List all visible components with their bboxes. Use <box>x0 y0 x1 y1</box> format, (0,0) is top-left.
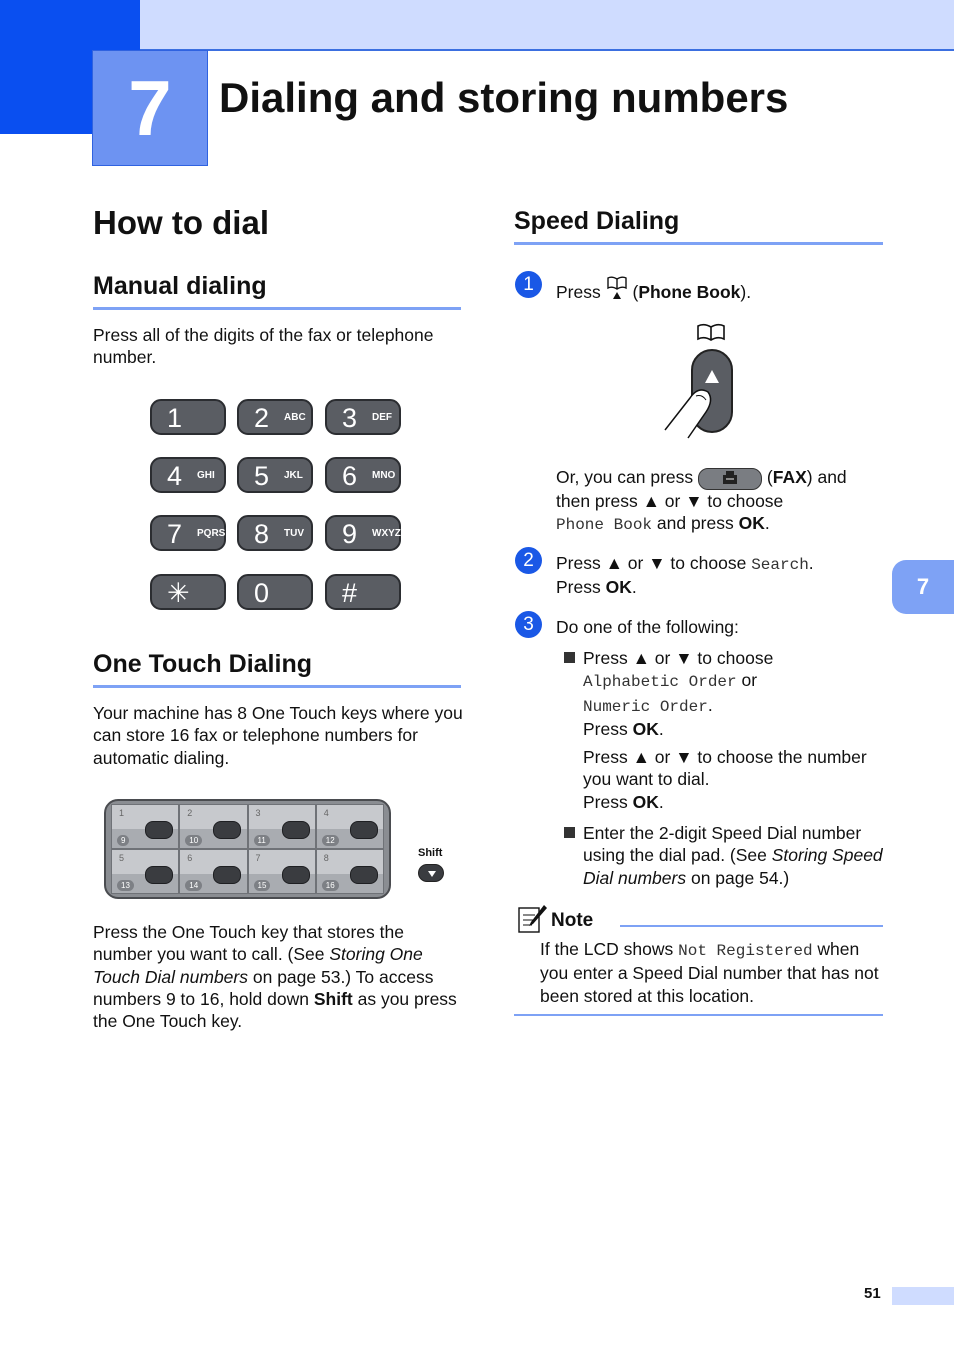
one-touch-button[interactable] <box>145 866 173 884</box>
text: . <box>808 553 814 573</box>
text: and press <box>652 513 739 534</box>
text: . <box>658 718 664 739</box>
key-star[interactable] <box>150 574 226 610</box>
key-hash[interactable] <box>325 574 401 610</box>
text: you want to dial. <box>583 769 710 790</box>
one-touch-shift-number: 13 <box>117 880 134 891</box>
one-touch-instructions <box>93 921 465 1032</box>
key-letters: WXYZ <box>372 528 401 539</box>
one-touch-button[interactable] <box>350 866 378 884</box>
one-touch-shift-number: 12 <box>322 835 339 846</box>
text: or <box>649 648 676 668</box>
one-touch-number: 2 <box>187 808 193 818</box>
one-touch-shift-number: 11 <box>254 835 270 846</box>
ok-key: OK <box>605 577 632 598</box>
key-1[interactable] <box>150 399 226 435</box>
page-number: 51 <box>864 1285 881 1302</box>
step-3-option-2 <box>583 822 883 889</box>
speed-dialing-heading: Speed Dialing <box>514 207 680 235</box>
phone-book-icon <box>606 276 628 305</box>
text: on page 53.) To access numbers 9 to 16, hold down <box>93 966 434 1009</box>
text: Press <box>583 718 633 739</box>
key-6[interactable] <box>325 457 401 493</box>
step-3-text: Do one of the following: <box>556 617 739 637</box>
bullet-marker <box>564 827 575 838</box>
down-arrow-icon: ▼ <box>675 747 693 767</box>
manual-dialing-text: Press all of the digits of the fax or telephone number. <box>93 325 434 368</box>
chapter-side-tab: 7 <box>892 560 954 614</box>
key-2[interactable] <box>237 399 313 435</box>
key-8[interactable] <box>237 515 313 551</box>
text: If the LCD shows <box>540 939 679 959</box>
one-touch-shift-number: 9 <box>117 835 129 846</box>
one-touch-key[interactable] <box>316 804 384 849</box>
one-touch-button[interactable] <box>213 866 241 884</box>
lcd-not-registered: Not Registered <box>678 942 813 960</box>
text: or <box>622 553 649 573</box>
key-digit: 5 <box>254 461 270 491</box>
key-digit: 0 <box>254 578 270 608</box>
up-arrow-icon: ▲ <box>632 648 650 668</box>
step-3-option-1-continued <box>583 746 883 813</box>
text: then press <box>556 491 643 511</box>
one-touch-shift-number: 15 <box>254 880 271 891</box>
ok-key: OK <box>738 513 765 534</box>
key-letters: DEF <box>372 412 392 423</box>
up-arrow-icon: ▲ <box>605 553 623 573</box>
lcd-phone-book: Phone Book <box>556 516 653 535</box>
key-digit: 3 <box>342 403 358 433</box>
note-top-rule <box>620 925 883 927</box>
text: to choose <box>692 648 774 668</box>
one-touch-key[interactable] <box>248 804 316 849</box>
text: or <box>659 491 686 511</box>
key-letters: GHI <box>197 470 215 481</box>
text: ). <box>740 282 752 302</box>
text: Press <box>583 747 633 767</box>
key-letters: TUV <box>284 528 304 539</box>
one-touch-key[interactable] <box>111 849 179 894</box>
one-touch-heading: One Touch Dialing <box>93 650 312 678</box>
key-digit: 8 <box>254 519 270 549</box>
one-touch-number: 6 <box>187 853 193 863</box>
lcd-search: Search <box>751 556 809 574</box>
key-digit: 9 <box>342 519 358 549</box>
one-touch-button[interactable] <box>213 821 241 839</box>
down-arrow-icon: ▼ <box>685 491 703 511</box>
chapter-number: 7 <box>92 50 208 166</box>
shift-label: Shift <box>418 847 443 859</box>
lcd-alphabetic-order: Alphabetic Order <box>583 673 737 692</box>
text: . <box>658 791 664 812</box>
down-arrow-icon: ▼ <box>675 648 693 668</box>
dial-keypad <box>150 399 404 613</box>
key-letters: ABC <box>284 412 306 423</box>
step-1-alternate <box>556 466 886 537</box>
text: or <box>649 747 676 767</box>
text: Press the One Touch key that stores the number you want to call. (See <box>93 922 404 965</box>
key-digit: 7 <box>167 519 183 549</box>
speed-dialing-rule <box>514 242 883 245</box>
one-touch-shift-number: 14 <box>185 880 202 891</box>
manual-dialing-heading: Manual dialing <box>93 272 267 300</box>
key-0[interactable] <box>237 574 313 610</box>
one-touch-key[interactable] <box>111 804 179 849</box>
one-touch-button[interactable] <box>350 821 378 839</box>
text: to choose <box>702 491 784 511</box>
phone-book-icon <box>698 325 724 340</box>
text: ( <box>762 467 773 487</box>
cross-reference: Storing Speed Dial numbers <box>583 845 883 888</box>
one-touch-number: 4 <box>323 808 329 818</box>
key-5[interactable] <box>237 457 313 493</box>
up-arrow-icon: ▲ <box>632 747 650 767</box>
text: to choose <box>665 553 752 573</box>
one-touch-intro: Your machine has 8 One Touch keys where you can store 16 fax or telephone numbers for automatic dialing. <box>93 703 463 768</box>
text: on page 54.) <box>686 867 790 888</box>
shift-button[interactable] <box>418 864 444 882</box>
header-band <box>140 0 954 51</box>
one-touch-heading-rule <box>93 685 461 688</box>
one-touch-number: 5 <box>119 853 125 863</box>
text: Or, you can press <box>556 467 699 487</box>
one-touch-key[interactable] <box>179 849 247 894</box>
bullet-marker <box>564 652 575 663</box>
key-3[interactable] <box>325 399 401 435</box>
chapter-title: Dialing and storing numbers <box>219 74 789 121</box>
text: ) and <box>806 467 847 487</box>
note-pencil-icon <box>516 903 548 935</box>
section-title: How to dial <box>93 204 269 241</box>
key-digit: 4 <box>167 461 183 491</box>
text: to choose the number <box>692 747 867 767</box>
key-4[interactable] <box>150 457 226 493</box>
key-letters: MNO <box>372 470 396 481</box>
key-7[interactable] <box>150 515 226 551</box>
step-3-marker: 3 <box>515 611 542 638</box>
manual-heading-rule <box>93 307 461 310</box>
text: Press <box>583 648 633 668</box>
note-text <box>540 938 885 1007</box>
one-touch-key[interactable] <box>179 804 247 849</box>
one-touch-button[interactable] <box>282 866 310 884</box>
key-digit: ✳ <box>167 578 190 608</box>
fax-button-icon[interactable] <box>698 468 762 490</box>
one-touch-number: 8 <box>323 853 329 863</box>
note-label: Note <box>551 910 594 931</box>
lcd-numeric-order: Numeric Order <box>583 697 708 716</box>
down-arrow-icon: ▼ <box>648 553 666 573</box>
step-2-marker: 2 <box>515 547 542 574</box>
phone-book-button-illustration <box>660 320 750 445</box>
text: or <box>736 670 758 691</box>
one-touch-number: 3 <box>255 808 261 818</box>
one-touch-grid <box>111 804 384 894</box>
step-1-text <box>556 276 886 305</box>
one-touch-button[interactable] <box>282 821 310 839</box>
one-touch-button[interactable] <box>145 821 173 839</box>
up-arrow-icon: ▲ <box>642 491 660 511</box>
footer-bar <box>892 1287 954 1305</box>
shift-key-name: Shift <box>313 988 353 1009</box>
one-touch-key[interactable] <box>316 849 384 894</box>
down-arrow-icon <box>419 865 445 883</box>
note-bottom-rule <box>514 1014 883 1016</box>
text: as you press the One Touch key. <box>93 988 457 1032</box>
cross-reference: Storing One Touch Dial numbers <box>93 944 423 987</box>
one-touch-number: 1 <box>119 808 125 818</box>
step-3-option-1 <box>583 647 883 740</box>
one-touch-key[interactable] <box>248 849 316 894</box>
key-digit: 1 <box>167 403 183 433</box>
key-9[interactable] <box>325 515 401 551</box>
key-digit: 2 <box>254 403 270 433</box>
text: ( <box>627 282 639 302</box>
text: Press <box>556 577 606 598</box>
text: Press <box>556 553 606 573</box>
text: . <box>764 513 770 534</box>
key-digit: 6 <box>342 461 358 491</box>
one-touch-shift-number: 16 <box>322 880 339 891</box>
step-2-text <box>556 552 886 599</box>
key-letters: JKL <box>284 470 303 481</box>
key-letters: PQRS <box>197 528 226 539</box>
ok-key: OK <box>632 718 659 739</box>
text: when you enter a Speed Dial number that has not been stored at this location. <box>540 939 879 1006</box>
fax-key: FAX <box>772 467 807 487</box>
one-touch-panel <box>104 799 391 899</box>
ok-key: OK <box>632 791 659 812</box>
key-digit: # <box>342 578 358 608</box>
text: . <box>631 577 637 598</box>
one-touch-number: 7 <box>255 853 261 863</box>
text: . <box>707 694 713 715</box>
text: Press <box>556 282 606 302</box>
text: Enter the 2-digit Speed Dial number using the dial pad. (See <box>583 823 862 866</box>
text: Press <box>583 791 633 812</box>
one-touch-shift-number: 10 <box>185 835 202 846</box>
step-1-marker: 1 <box>515 271 542 298</box>
phone-book-key: Phone Book <box>638 282 741 302</box>
